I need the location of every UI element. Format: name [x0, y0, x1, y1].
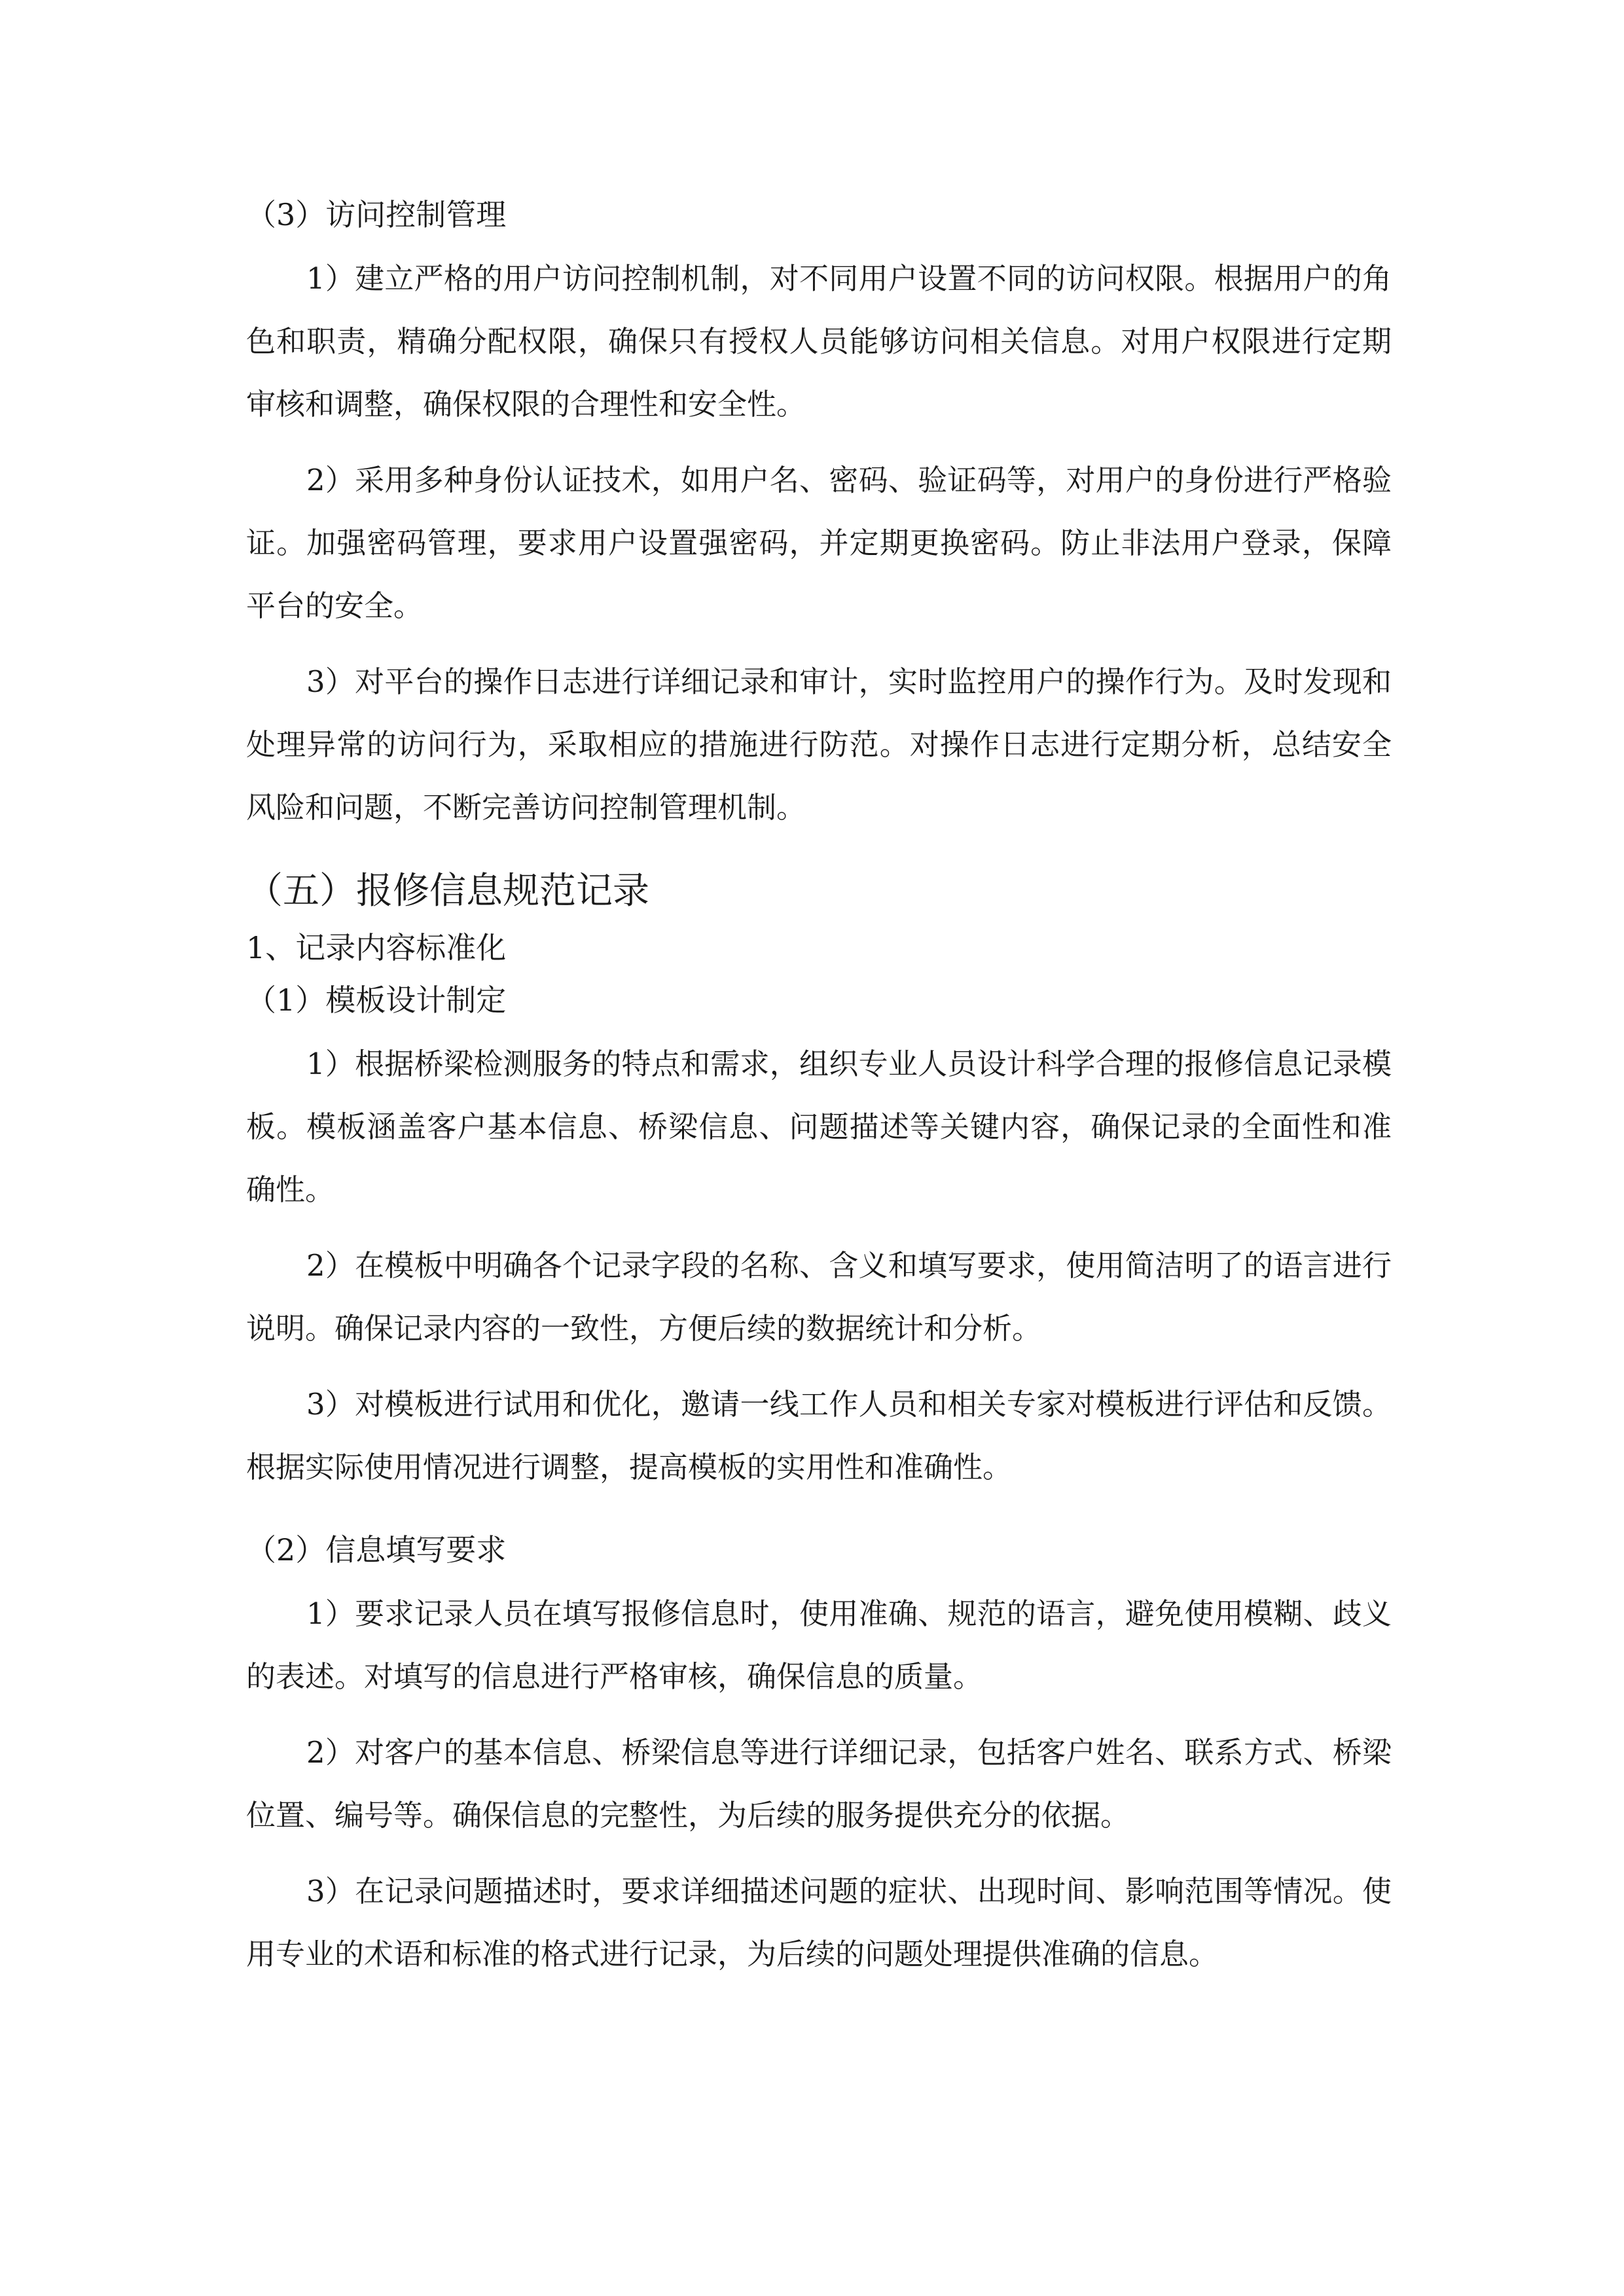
paragraph-template-design-1: 1）根据桥梁检测服务的特点和需求，组织专业人员设计科学合理的报修信息记录模板。模板涵盖客户基本信息、桥梁信息、问题描述等关键内容，确保记录的全面性和准确性。	[246, 1047, 1392, 1207]
paragraph-fill-requirements-1: 1）要求记录人员在填写报修信息时，使用准确、规范的语言，避免使用模糊、歧义的表述。对填写的信息进行严格审核，确保信息的质量。	[246, 1596, 1392, 1694]
heading-access-control: （3）访问控制管理	[246, 197, 507, 232]
paragraph-fill-requirements-2: 2）对客户的基本信息、桥梁信息等进行详细记录，包括客户姓名、联系方式、桥梁位置、编号等。确保信息的完整性，为后续的服务提供充分的依据。	[246, 1735, 1392, 1833]
paragraph-fill-requirements-3: 3）在记录问题描述时，要求详细描述问题的症状、出现时间、影响范围等情况。使用专业的术语和标准的格式进行记录，为后续的问题处理提供准确的信息。	[246, 1874, 1392, 1971]
paragraph-access-control-2: 2）采用多种身份认证技术，如用户名、密码、验证码等，对用户的身份进行严格验证。加强密码管理，要求用户设置强密码，并定期更换密码。防止非法用户登录，保障平台的安全。	[246, 463, 1392, 623]
heading-record-standardization: 1、记录内容标准化	[246, 930, 507, 965]
heading-template-design: （1）模板设计制定	[246, 982, 507, 1018]
page-content	[246, 190, 1392, 1999]
paragraph-access-control-3: 3）对平台的操作日志进行详细记录和审计，实时监控用户的操作行为。及时发现和处理异常的访问行为，采取相应的措施进行防范。对操作日志进行定期分析，总结安全风险和问题，不断完善访问控制管理机制。	[246, 664, 1392, 825]
section-heading-repair-records: （五）报修信息规范记录	[246, 870, 649, 912]
paragraph-access-control-1: 1）建立严格的用户访问控制机制，对不同用户设置不同的访问权限。根据用户的角色和职责，精确分配权限，确保只有授权人员能够访问相关信息。对用户权限进行定期审核和调整，确保权限的合理性和安全性。	[246, 261, 1392, 422]
paragraph-template-design-2: 2）在模板中明确各个记录字段的名称、含义和填写要求，使用简洁明了的语言进行说明。确保记录内容的一致性，方便后续的数据统计和分析。	[246, 1248, 1392, 1346]
paragraph-template-design-3: 3）对模板进行试用和优化，邀请一线工作人员和相关专家对模板进行评估和反馈。根据实际使用情况进行调整，提高模板的实用性和准确性。	[246, 1387, 1392, 1484]
heading-fill-requirements: （2）信息填写要求	[246, 1532, 507, 1568]
